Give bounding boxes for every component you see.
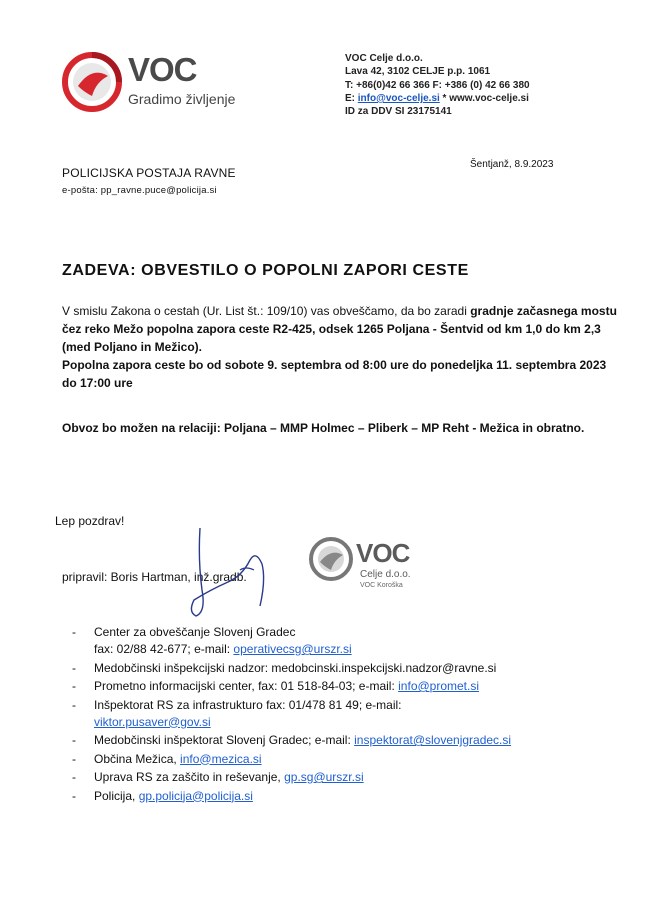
list-item: - Medobčinski inšpekcijski nadzor: medobcinski.inspekcijski.nadzor@ravne.si [72, 660, 642, 677]
stamp-logo-icon [308, 536, 354, 582]
list-item: - Policija, gp.policija@policija.si [72, 788, 642, 805]
list-item: - Medobčinski inšpektorat Slovenj Gradec; e-mail: inspektorat@slovenjgradec.si [72, 732, 642, 749]
email-link[interactable]: operativecsg@urszr.si [233, 642, 352, 656]
email-link[interactable]: gp.policija@policija.si [138, 788, 253, 803]
company-email-label: E: [345, 92, 358, 104]
list-item: - Uprava RS za zaščito in reševanje, gp.sg@urszr.si [72, 769, 642, 786]
signature [170, 520, 280, 620]
subject-heading: ZADEVA: OBVESTILO O POPOLNI ZAPORI CESTE [62, 262, 469, 279]
list-item: - Center za obveščanje Slovenj Gradec fax: 02/88 42-677; e-mail: operativecsg@urszr.si [72, 624, 642, 658]
company-email-link[interactable]: info@voc-celje.si [357, 92, 440, 104]
email-link[interactable]: viktor.pusaver@gov.si [94, 714, 211, 729]
prepared-by: pripravil: Boris Hartman, inž.gradb. [62, 570, 247, 584]
body-paragraph-2 [62, 419, 622, 437]
email-link[interactable]: info@promet.si [398, 679, 480, 693]
body-text-intro: V smislu Zakona o cestah (Ur. List št.: 109/10) vas obveščamo, da bo zaradi [62, 304, 471, 318]
email-link[interactable]: inspektorat@slovenjgradec.si [354, 733, 512, 747]
company-phone-fax: T: +86(0)42 66 366 F: +386 (0) 42 66 380 [345, 79, 530, 91]
greeting: Lep pozdrav! [55, 514, 125, 528]
company-address: Lava 42, 3102 CELJE p.p. 1061 [345, 66, 491, 78]
body-text-closure: gradnje začasnega mostu čez reko Mežo popolna zapora ceste R2-425, odsek 1265 Poljana - Šentvid od km 1,0 do km 2,3 (med Poljano in Mežico). [62, 304, 617, 354]
recipient-block [62, 165, 236, 199]
body-text-period: Popolna zapora ceste bo od sobote 9. septembra od 8:00 ure do ponedeljka 11. septembra 2023 do 17:00 ure [62, 358, 607, 390]
email-link[interactable]: gp.sg@urszr.si [284, 770, 364, 784]
stamp-line-1: Celje d.o.o. [360, 569, 411, 580]
list-item: - Občina Mežica, info@mezica.si [72, 751, 642, 768]
stamp-line-2: VOC Koroška [360, 582, 403, 589]
company-info [345, 52, 530, 118]
company-name: VOC Celje d.o.o. [345, 53, 423, 64]
stamp-name: VOC [356, 538, 410, 568]
company-stamp [308, 536, 468, 596]
body-text-detour: Obvoz bo možen na relaciji: Poljana – MMP Holmec – Pliberk – MP Reht - Mežica in obratno. [62, 421, 585, 435]
recipient-name: POLICIJSKA POSTAJA RAVNE [62, 166, 236, 180]
company-web: * www.voc-celje.si [439, 92, 529, 104]
letter-date: Šentjanž, 8.9.2023 [470, 159, 554, 170]
email-link[interactable]: info@mezica.si [180, 751, 262, 766]
list-item: - Inšpektorat RS za infrastrukturo fax: 01/478 81 49; e-mail: viktor.pusaver@gov.si [72, 697, 642, 731]
list-item: - Prometno informacijski center, fax: 01 518-84-03; e-mail: info@promet.si [72, 678, 642, 695]
body-paragraph-1 [62, 302, 622, 392]
logo-tagline: Gradimo življenje [128, 91, 236, 107]
voc-logo-mark [62, 52, 122, 112]
recipient-email: e-pošta: pp_ravne.puce@policija.si [62, 185, 217, 196]
distribution-list [72, 624, 642, 806]
logo-wordmark: VOC [128, 51, 197, 88]
company-vat: ID za DDV SI 23175141 [345, 106, 452, 118]
